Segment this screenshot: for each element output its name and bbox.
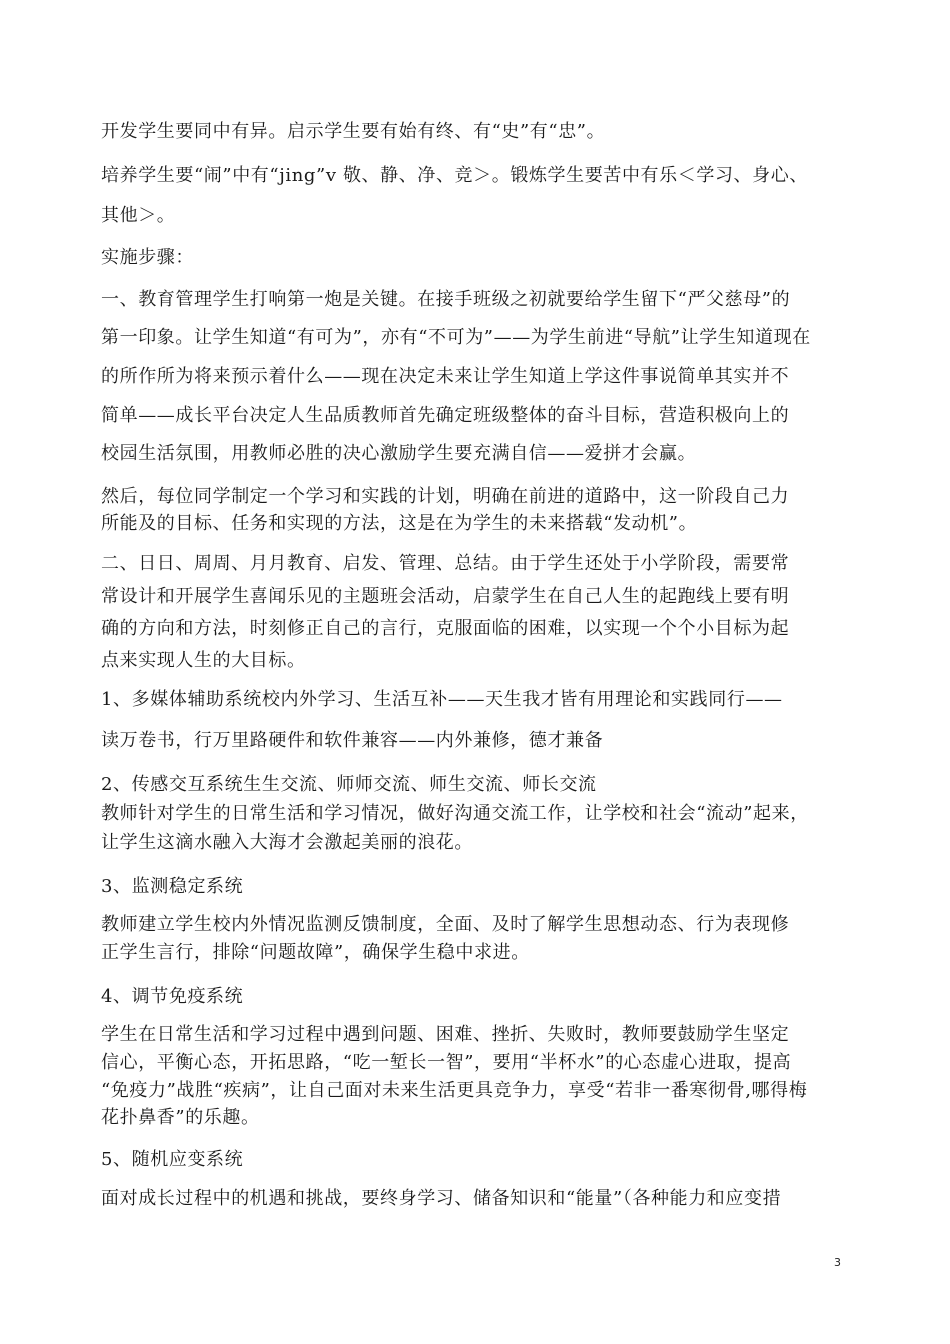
text-line: 教师针对学生的日常生活和学习情况，做好沟通交流工作，让学校和社会“流动”起来， — [101, 803, 809, 824]
text-line: 读万卷书，行万里路硬件和软件兼容——内外兼修，德才兼备 — [101, 730, 604, 751]
text-line: 二、日日、周周、月月教育、启发、管理、总结。由于学生还处于小学阶段，需要常 — [101, 553, 790, 574]
text-line: 所能及的目标、任务和实现的方法，这是在为学生的未来搭载“发动机”。 — [101, 513, 698, 534]
text-line: 学生在日常生活和学习过程中遇到问题、困难、挫折、失败时，教师要鼓励学生坚定 — [101, 1024, 790, 1045]
text-line: 然后，每位同学制定一个学习和实践的计划，明确在前进的道路中，这一阶段自己力 — [101, 486, 790, 507]
text-line: 确的方向和方法，时刻修正自己的言行，克服面临的困难，以实现一个个小目标为起 — [101, 618, 790, 639]
text-line: 教师建立学生校内外情况监测反馈制度，全面、及时了解学生思想动态、行为表现修 — [101, 914, 790, 935]
text-line: 第一印象。让学生知道“有可为”，亦有“不可为”——为学生前进“导航”让学生知道现在 — [101, 327, 811, 348]
text-line: 正学生言行，排除“问题故障”，确保学生稳中求进。 — [101, 942, 530, 963]
text-line: 点来实现人生的大目标。 — [101, 650, 306, 671]
text-line: 1、多媒体辅助系统校内外学习、生活互补——天生我才皆有用理论和实践同行—— — [101, 689, 783, 710]
text-line: 3、监测稳定系统 — [101, 876, 244, 897]
page-number: 3 — [834, 1256, 841, 1269]
text-line: 4、调节免疫系统 — [101, 986, 244, 1007]
text-line: 面对成长过程中的机遇和挑战，要终身学习、储备知识和“能量”（各种能力和应变措 — [101, 1188, 782, 1209]
text-line: “免疫力”战胜“疾病”，让自己面对未来生活更具竞争力，享受“若非一番寒彻骨,哪得梅 — [101, 1080, 808, 1101]
text-line: 5、随机应变系统 — [101, 1149, 244, 1170]
text-line: 常设计和开展学生喜闻乐见的主题班会活动，启蒙学生在自己人生的起跑线上要有明 — [101, 586, 790, 607]
text-line: 简单——成长平台决定人生品质教师首先确定班级整体的奋斗目标，营造积极向上的 — [101, 405, 790, 426]
text-line: 培养学生要“闹”中有“jing”v 敬、静、净、竞＞。锻炼学生要苦中有乐＜学习、身心、 — [101, 165, 808, 186]
text-line: 一、教育管理学生打响第一炮是关键。在接手班级之初就要给学生留下“严父慈母”的 — [101, 289, 791, 310]
text-line: 信心，平衡心态，开拓思路，“吃一堑长一智”，要用“半杯水”的心态虚心进取，提高 — [101, 1052, 792, 1073]
text-line: 2、传感交互系统生生交流、师师交流、师生交流、师长交流 — [101, 774, 597, 795]
text-line: 其他＞。 — [101, 205, 176, 226]
text-line: 花扑鼻香”的乐趣。 — [101, 1107, 260, 1128]
text-line: 校园生活氛围，用教师必胜的决心激励学生要充满自信——爱拼才会赢。 — [101, 443, 697, 464]
text-line: 的所作所为将来预示着什么——现在决定未来让学生知道上学这件事说简单其实并不 — [101, 366, 790, 387]
text-line: 开发学生要同中有异。启示学生要有始有终、有“史”有“忠”。 — [101, 121, 606, 142]
text-line: 实施步骤： — [101, 247, 194, 268]
text-line: 让学生这滴水融入大海才会激起美丽的浪花。 — [101, 832, 473, 853]
